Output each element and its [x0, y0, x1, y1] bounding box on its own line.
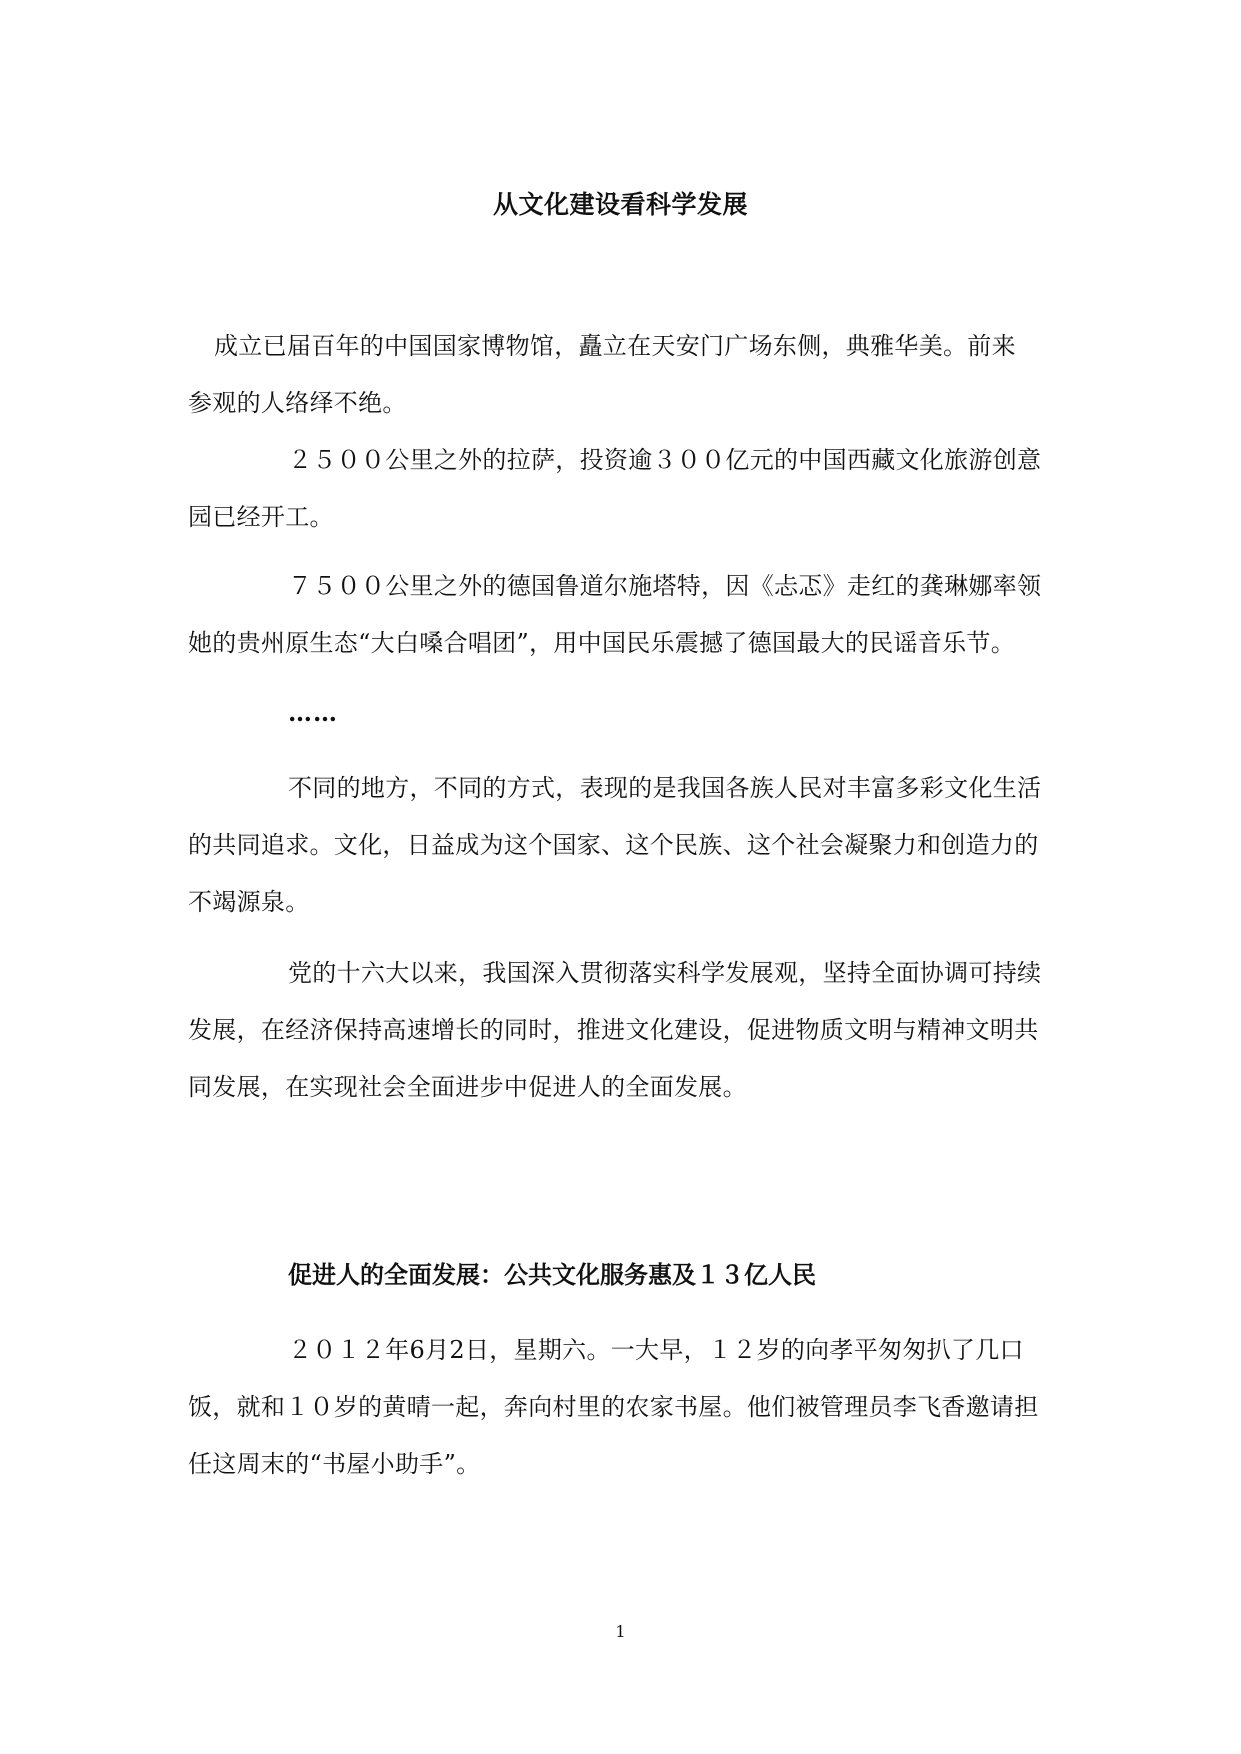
paragraph-line: 她的贵州原生态“大白嗓合唱团”，用中国民乐震撼了德国最大的民谣音乐节。 [188, 629, 1016, 657]
ellipsis: …… [288, 698, 338, 727]
paragraph-line: ２５００公里之外的拉萨，投资逾３００亿元的中国西藏文化旅游创意 [288, 446, 1042, 474]
document-title: 从文化建设看科学发展 [492, 190, 748, 219]
paragraph-line: 园已经开工。 [188, 503, 334, 531]
paragraph-line: ２０１２年6月2日，星期六。一大早，１２岁的向孝平匆匆扒了几口 [288, 1336, 1024, 1364]
section-heading: 促进人的全面发展：公共文化服务惠及１３亿人民 [288, 1260, 816, 1289]
paragraph-line: 任这周末的“书屋小助手”。 [188, 1450, 481, 1478]
paragraph-line: 发展，在经济保持高速增长的同时，推进文化建设，促进物质文明与精神文明共 [188, 1016, 1039, 1044]
paragraph-line: 参观的人络绎不绝。 [188, 389, 407, 417]
paragraph-5 [188, 945, 1048, 1116]
paragraph-line: 饭，就和１０岁的黄晴一起，奔向村里的农家书屋。他们被管理员李飞香邀请担 [188, 1393, 1039, 1421]
paragraph-6 [188, 1322, 1048, 1493]
page-number: 1 [615, 1622, 626, 1641]
paragraph-line: 不竭源泉。 [188, 888, 310, 916]
paragraph-line: 成立已届百年的中国国家博物馆，矗立在天安门广场东侧，典雅华美。前来 [214, 332, 1016, 360]
paragraph-line: 不同的地方，不同的方式，表现的是我国各族人民对丰富多彩文化生活 [288, 774, 1042, 802]
paragraph-1 [188, 318, 1048, 432]
paragraph-2 [188, 432, 1048, 546]
paragraph-line: 的共同追求。文化，日益成为这个国家、这个民族、这个社会凝聚力和创造力的 [188, 831, 1039, 859]
paragraph-3 [188, 558, 1048, 672]
paragraph-4 [188, 760, 1048, 931]
paragraph-line: 同发展，在实现社会全面进步中促进人的全面发展。 [188, 1073, 747, 1101]
paragraph-line: ７５００公里之外的德国鲁道尔施塔特，因《忐忑》走红的龚琳娜率领 [288, 572, 1042, 600]
paragraph-line: 党的十六大以来，我国深入贯彻落实科学发展观，坚持全面协调可持续 [288, 959, 1042, 987]
